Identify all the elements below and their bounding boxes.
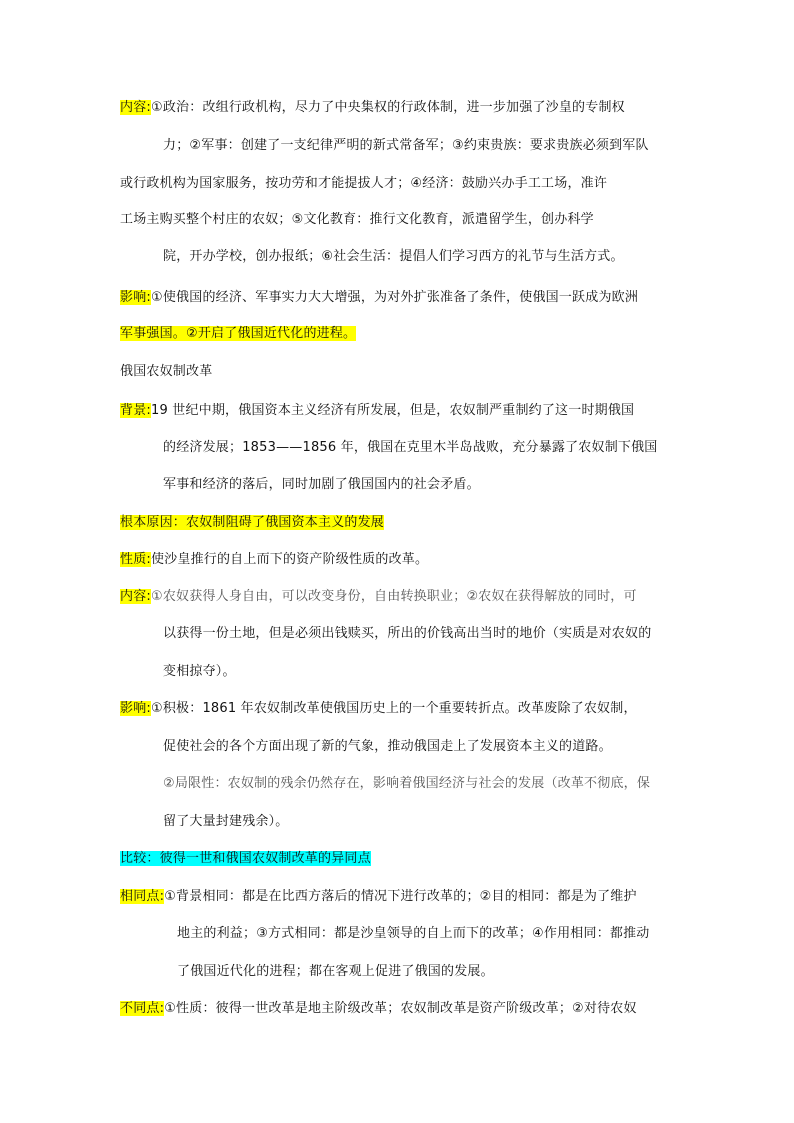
reform-content-line-1: [120, 587, 637, 607]
background-label: 背景:: [120, 403, 151, 418]
root-cause-text: 根本原因：农奴制阻碍了俄国资本主义的发展: [120, 515, 385, 530]
content-line-2: 力；②军事：创建了一支纪律严明的新式常备军；③约束贵族：要求贵族必须到军队: [163, 138, 649, 153]
content-line-4: 工场主购买整个村庄的农奴；⑤文化教育：推行文化教育，派遣留学生，创办科学: [120, 212, 594, 227]
nature-label: 性质:: [120, 552, 151, 567]
same-line-1: [120, 887, 637, 907]
same-line-2: 地主的利益；③方式相同：都是沙皇领导的自上而下的改革；④作用相同：都推动: [177, 926, 650, 941]
impact-line-1: [120, 288, 638, 308]
nature-text: 使沙皇推行的自上而下的资产阶级性质的改革。: [150, 552, 429, 567]
same-text: ①背景相同：都是在比西方落后的情况下进行改革的；②目的相同：都是为了维护: [164, 889, 637, 904]
impact-text: ①使俄国的经济、军事实力大大增强，为对外扩张准备了条件，使俄国一跃成为欧洲: [150, 290, 639, 305]
same-line-3: 了俄国近代化的进程；都在客观上促进了俄国的发展。: [177, 964, 494, 979]
background-text: 19 世纪中期，俄国资本主义经济有所发展，但是，农奴制严重制约了这一时期俄国: [150, 403, 635, 418]
diff-line-1: [120, 999, 637, 1019]
content-text: ①政治：改组行政机构，尽力了中央集权的行政体制，进一步加强了沙皇的专制权: [150, 100, 625, 115]
reform-content-line-2: 以获得一份土地，但是必须出钱赎买，所出的价钱高出当时的地价（实质是对农奴的: [163, 626, 652, 641]
background-line-2: 的经济发展；1853——1856 年，俄国在克里木半岛战败，充分暴露了农奴制下俄国: [163, 440, 658, 455]
impact-label: 影响:: [120, 290, 151, 305]
content-label: 内容:: [120, 100, 151, 115]
reform-impact-line-2: 促使社会的各个方面出现了新的气象，推动俄国走上了发展资本主义的道路。: [163, 739, 612, 754]
reform-impact-label: 影响:: [120, 701, 151, 716]
root-cause: [120, 513, 384, 533]
impact-line-2: [120, 324, 356, 344]
reform-impact-line-1: [120, 699, 637, 719]
section-title: 俄国农奴制改革: [120, 364, 213, 379]
diff-text: ①性质：彼得一世改革是地主阶级改革；农奴制改革是资产阶级改革；②对待农奴: [164, 1001, 637, 1016]
content-line-5: 院，开办学校，创办报纸；⑥社会生活：提倡人们学习西方的礼节与生活方式。: [163, 249, 624, 264]
reform-content-line-3: 变相掠夺）。: [163, 664, 236, 679]
reform-impact-line-3: ②局限性：农奴制的残余仍然存在，影响着俄国经济与社会的发展（改革不彻底，保: [163, 776, 651, 791]
compare-title: [120, 849, 371, 869]
nature-line: [120, 550, 428, 570]
reform-impact-line-4: 留了大量封建残余）。: [163, 814, 289, 829]
background-line-1: [120, 401, 634, 421]
content-line-1: [120, 98, 625, 118]
content-line-3: 或行政机构为国家服务，按功劳和才能提拔人才；④经济：鼓励兴办手工工场，准许: [120, 176, 608, 191]
reform-content-label: 内容:: [120, 589, 151, 604]
same-label: 相同点:: [120, 889, 165, 904]
impact-line-2-text: 军事强国。②开启了俄国近代化的进程。: [120, 326, 357, 341]
reform-impact-text: ①积极：1861 年农奴制改革使俄国历史上的一个重要转折点。改革废除了农奴制，: [150, 701, 637, 716]
compare-title-text: 比较：彼得一世和俄国农奴制改革的异同点: [120, 851, 371, 866]
diff-label: 不同点:: [120, 1001, 165, 1016]
background-line-3: 军事和经济的落后，同时加剧了俄国国内的社会矛盾。: [163, 477, 480, 492]
reform-content-text: ①农奴获得人身自由，可以改变身份，自由转换职业；②农奴在获得解放的同时，可: [150, 589, 637, 604]
